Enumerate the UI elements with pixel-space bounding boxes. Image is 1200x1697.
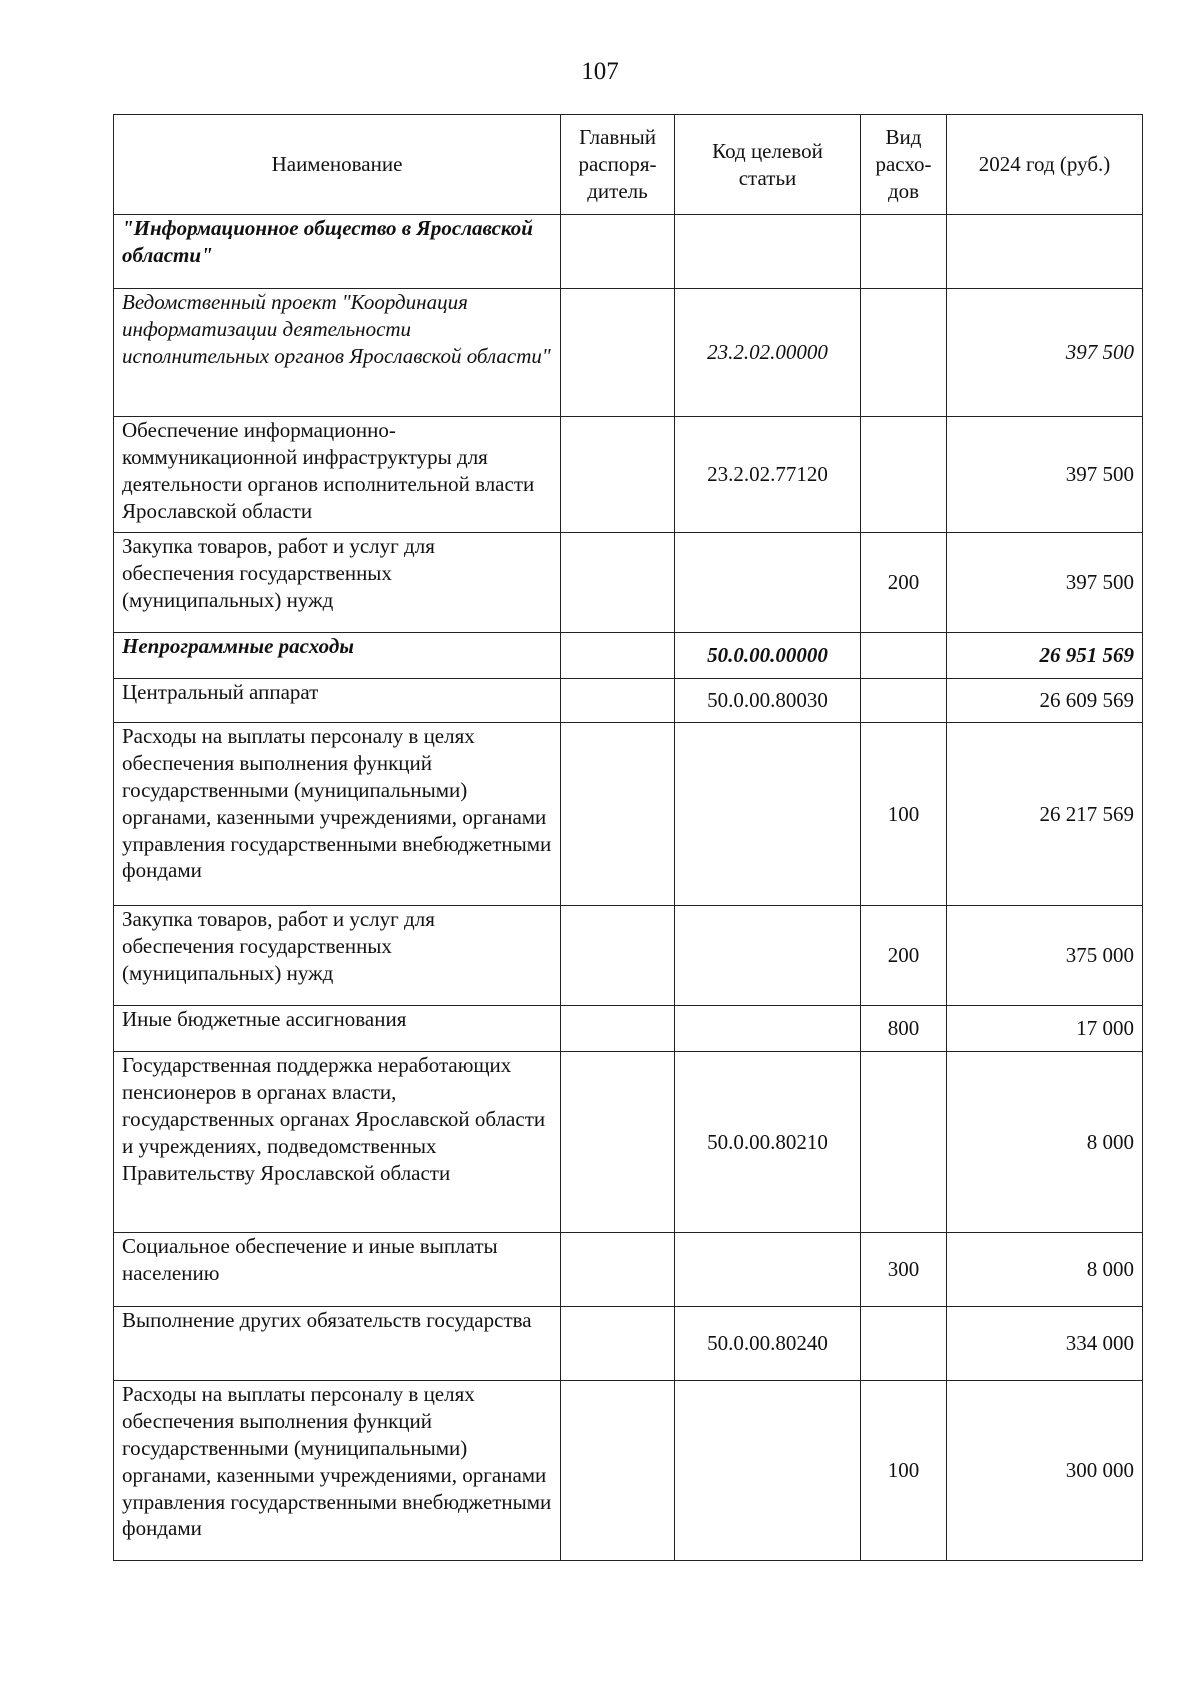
cell-admin xyxy=(561,289,675,417)
cell-kind xyxy=(861,1052,947,1233)
table-row xyxy=(114,1307,1143,1381)
table-row xyxy=(114,723,1143,906)
table-row xyxy=(114,417,1143,533)
cell-amount: 26 951 569 xyxy=(947,633,1143,679)
cell-amount: 334 000 xyxy=(947,1307,1143,1381)
cell-code: 23.2.02.77120 xyxy=(675,417,861,533)
cell-name: Государственная поддержка неработающих пенсионеров в органах власти, государственных органах Ярославской области и учреждениях, подведомственных Правительству Ярославской области xyxy=(114,1052,561,1233)
table-row xyxy=(114,1233,1143,1307)
table-row xyxy=(114,679,1143,723)
cell-admin xyxy=(561,215,675,289)
cell-name: Расходы на выплаты персоналу в целях обеспечения выполнения функций государственными (муниципальными) органами, казенными учреждениями, органами управления государственными внебюджетными фондами xyxy=(114,1381,561,1561)
cell-admin xyxy=(561,906,675,1006)
cell-kind: 800 xyxy=(861,1006,947,1052)
cell-code: 50.0.00.80030 xyxy=(675,679,861,723)
header-row xyxy=(114,115,1143,215)
cell-code: 50.0.00.80240 xyxy=(675,1307,861,1381)
cell-amount: 17 000 xyxy=(947,1006,1143,1052)
cell-code xyxy=(675,906,861,1006)
cell-kind: 100 xyxy=(861,723,947,906)
cell-amount: 26 217 569 xyxy=(947,723,1143,906)
table-row xyxy=(114,533,1143,633)
cell-amount: 8 000 xyxy=(947,1233,1143,1307)
table-row xyxy=(114,215,1143,289)
cell-code: 23.2.02.00000 xyxy=(675,289,861,417)
cell-code xyxy=(675,1381,861,1561)
cell-admin xyxy=(561,723,675,906)
budget-table xyxy=(113,114,1143,1561)
cell-code xyxy=(675,215,861,289)
cell-amount: 26 609 569 xyxy=(947,679,1143,723)
cell-admin xyxy=(561,633,675,679)
table-row xyxy=(114,633,1143,679)
cell-code xyxy=(675,1233,861,1307)
cell-kind: 100 xyxy=(861,1381,947,1561)
cell-kind: 300 xyxy=(861,1233,947,1307)
cell-name: Иные бюджетные ассигнования xyxy=(114,1006,561,1052)
cell-code xyxy=(675,1006,861,1052)
cell-code xyxy=(675,533,861,633)
table-row xyxy=(114,1381,1143,1561)
cell-kind: 200 xyxy=(861,533,947,633)
cell-name: "Информационное общество в Ярославской области" xyxy=(114,215,561,289)
cell-amount: 375 000 xyxy=(947,906,1143,1006)
cell-admin xyxy=(561,533,675,633)
cell-kind xyxy=(861,215,947,289)
cell-amount: 397 500 xyxy=(947,417,1143,533)
cell-admin xyxy=(561,1052,675,1233)
header-amount: 2024 год (руб.) xyxy=(947,115,1143,215)
cell-name: Ведомственный проект "Координация информатизации деятельности исполнительных органов Ярославской области" xyxy=(114,289,561,417)
header-name: Наименование xyxy=(114,115,561,215)
cell-code: 50.0.00.00000 xyxy=(675,633,861,679)
cell-kind xyxy=(861,633,947,679)
cell-name: Расходы на выплаты персоналу в целях обеспечения выполнения функций государственными (муниципальными) органами, казенными учреждениями, органами управления государственными внебюджетными фондами xyxy=(114,723,561,906)
cell-amount: 397 500 xyxy=(947,533,1143,633)
cell-kind xyxy=(861,417,947,533)
cell-kind: 200 xyxy=(861,906,947,1006)
cell-name: Социальное обеспечение и иные выплаты населению xyxy=(114,1233,561,1307)
cell-name: Обеспечение информационно-коммуникационной инфраструктуры для деятельности органов исполнительной власти Ярославской области xyxy=(114,417,561,533)
cell-code: 50.0.00.80210 xyxy=(675,1052,861,1233)
cell-amount: 300 000 xyxy=(947,1381,1143,1561)
cell-name: Центральный аппарат xyxy=(114,679,561,723)
cell-amount: 8 000 xyxy=(947,1052,1143,1233)
cell-kind xyxy=(861,289,947,417)
table-body xyxy=(114,215,1143,1561)
page-number: 107 xyxy=(581,58,619,85)
header-kind: Вид расхо-дов xyxy=(861,115,947,215)
cell-name: Закупка товаров, работ и услуг для обеспечения государственных (муниципальных) нужд xyxy=(114,533,561,633)
cell-code xyxy=(675,723,861,906)
table-row xyxy=(114,906,1143,1006)
header-code: Код целевой статьи xyxy=(675,115,861,215)
cell-admin xyxy=(561,679,675,723)
table-row xyxy=(114,1052,1143,1233)
cell-name: Непрограммные расходы xyxy=(114,633,561,679)
cell-admin xyxy=(561,417,675,533)
cell-kind xyxy=(861,679,947,723)
cell-amount: 397 500 xyxy=(947,289,1143,417)
cell-admin xyxy=(561,1307,675,1381)
cell-admin xyxy=(561,1233,675,1307)
table-row xyxy=(114,1006,1143,1052)
table-row xyxy=(114,289,1143,417)
cell-name: Закупка товаров, работ и услуг для обеспечения государственных (муниципальных) нужд xyxy=(114,906,561,1006)
header-admin: Главный распоря-дитель xyxy=(561,115,675,215)
cell-admin xyxy=(561,1006,675,1052)
cell-admin xyxy=(561,1381,675,1561)
cell-name: Выполнение других обязательств государства xyxy=(114,1307,561,1381)
cell-kind xyxy=(861,1307,947,1381)
cell-amount xyxy=(947,215,1143,289)
